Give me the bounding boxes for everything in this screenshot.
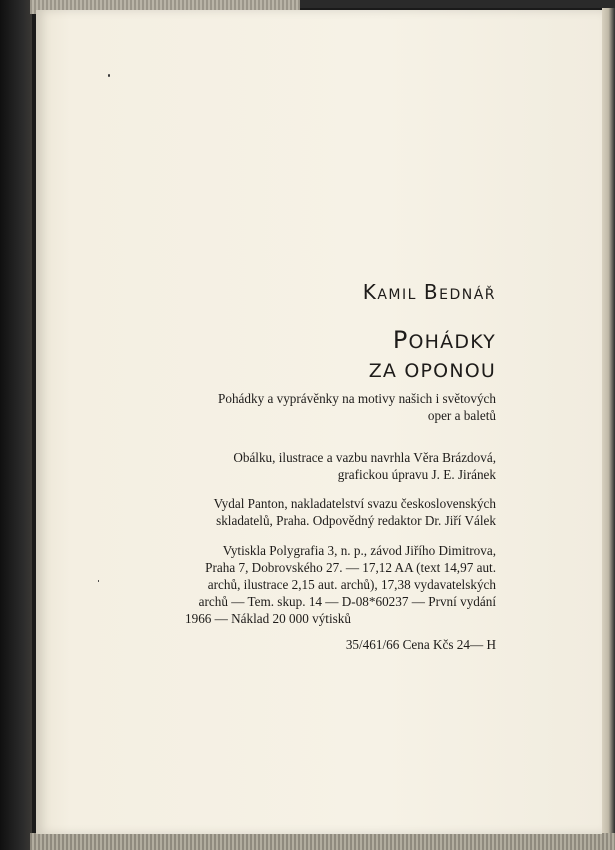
publisher-line-2: skladatelů, Praha. Odpovědný redaktor Dr. Jiří Válek bbox=[216, 513, 496, 528]
book-spine-shadow bbox=[0, 0, 32, 850]
price-line: 35/461/66 Cena Kčs 24— H bbox=[345, 637, 496, 652]
printing-line-3: archů, ilustrace 2,15 aut. archů), 17,38 vydavatelských bbox=[207, 577, 496, 592]
author-name: KAMIL BEDNÁŘ bbox=[362, 280, 496, 304]
bottom-binding-cloth bbox=[30, 833, 615, 850]
printing-line-4: archů — Tem. skup. 14 — D-08*60237 — První vydání bbox=[198, 594, 496, 609]
book-title-line-2: ZA OPONOU bbox=[368, 360, 496, 382]
publisher-line-1: Vydal Panton, nakladatelství svazu československých bbox=[213, 496, 496, 511]
printing-line-5: 1966 — Náklad 20 000 výtisků bbox=[185, 611, 351, 626]
printing-line-2: Praha 7, Dobrovského 27. — 17,12 AA (text 14,97 aut. bbox=[205, 560, 496, 575]
illustrations-line-1: Obálku, ilustrace a vazbu navrhla Věra Brázdová, bbox=[233, 450, 496, 465]
paper-speck bbox=[98, 580, 99, 582]
illustrations-line-2: grafickou úpravu J. E. Jiránek bbox=[337, 467, 496, 482]
subtitle-line-2: oper a baletů bbox=[427, 408, 496, 423]
paper-speck bbox=[108, 74, 110, 77]
page-right-edge bbox=[602, 8, 615, 834]
top-edge-shadow bbox=[300, 0, 615, 8]
printing-line-1: Vytiskla Polygrafia 3, n. p., závod Jiřího Dimitrova, bbox=[222, 543, 496, 558]
subtitle-line-1: Pohádky a vyprávěnky na motivy našich i světových bbox=[218, 391, 496, 406]
book-title-line-1: POHÁDKY bbox=[392, 326, 496, 354]
paper-page bbox=[36, 10, 602, 834]
